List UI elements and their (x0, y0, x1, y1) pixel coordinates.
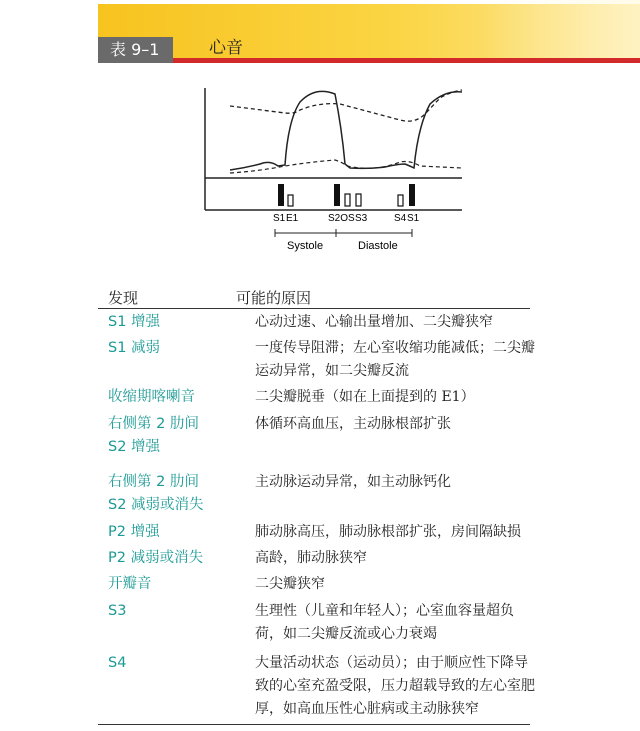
table-title: 心音 (209, 38, 243, 58)
label-diastole: Diastole (358, 240, 398, 252)
ventricular-pressure-curve (230, 91, 462, 170)
cause-s2-increased: 体循环高血压，主动脉根部扩张 (255, 416, 451, 432)
label-systole: Systole (287, 240, 324, 252)
cause-s1-increased: 心动过速、心输出量增加、二尖瓣狭窄 (255, 314, 493, 330)
s4-marker (398, 195, 403, 206)
finding-s2-increased: 右侧第 2 肋间 S2 增强 (108, 416, 199, 455)
e1-marker (288, 195, 293, 206)
cause-systolic-click: 二尖瓣脱垂（如在上面提到的 E1） (255, 389, 475, 405)
finding-s2-decreased: 右侧第 2 肋间 S2 减弱或消失 (108, 474, 204, 513)
cause-p2-decreased: 高龄，肺动脉狭窄 (255, 550, 367, 566)
header-red-rule (98, 58, 640, 63)
os-marker (345, 194, 350, 206)
finding-p2-increased: P2 增强 (108, 524, 160, 540)
s1-marker-right (409, 184, 415, 206)
label-s1-right: S1 (407, 213, 420, 224)
footer-rule (98, 724, 530, 725)
finding-systolic-click: 收缩期喀喇音 (108, 389, 195, 405)
cause-opening-snap: 二尖瓣狭窄 (255, 576, 325, 592)
cause-s1-decreased: 一度传导阻滞；左心室收缩功能减低；二尖瓣运动异常，如二尖瓣反流 (255, 340, 535, 379)
finding-s1-increased: S1 增强 (108, 314, 161, 330)
finding-s4: S4 (108, 655, 127, 671)
label-s1-left: S1 (273, 213, 286, 224)
label-s3: S3 (355, 213, 368, 224)
s3-marker (356, 194, 361, 206)
finding-s3: S3 (108, 603, 127, 619)
finding-s1-decreased: S1 减弱 (108, 340, 161, 356)
header-band (0, 0, 640, 68)
cause-s2-decreased: 主动脉运动异常，如主动脉钙化 (255, 474, 451, 490)
heart-sound-diagram (200, 80, 470, 260)
s1-marker-left (278, 184, 284, 206)
label-s4: S4 (394, 213, 407, 224)
finding-p2-decreased: P2 减弱或消失 (108, 550, 204, 566)
header-rule (98, 308, 530, 309)
cause-p2-increased: 肺动脉高压，肺动脉根部扩张，房间隔缺损 (255, 524, 521, 540)
table-number-tag: 表 9–1 (98, 37, 173, 63)
cause-s3: 生理性（儿童和年轻人）；心室血容量超负荷，如二尖瓣反流或心力衰竭 (255, 603, 514, 642)
cause-s4: 大量活动状态（运动员）；由于顺应性下降导致的心室充盈受限，压力超载导致的左心室肥厚，如高血压性心脏病或主动脉狭窄 (255, 655, 535, 717)
header-fade (480, 0, 640, 63)
s2-marker (334, 184, 340, 206)
column-header-cause: 可能的原因 (236, 289, 312, 307)
column-header-finding: 发现 (108, 289, 139, 307)
label-e1: E1 (286, 213, 299, 224)
label-s2os: S2OS (328, 213, 355, 224)
aortic-pressure-curve (230, 90, 462, 121)
finding-opening-snap: 开瓣音 (108, 576, 152, 592)
